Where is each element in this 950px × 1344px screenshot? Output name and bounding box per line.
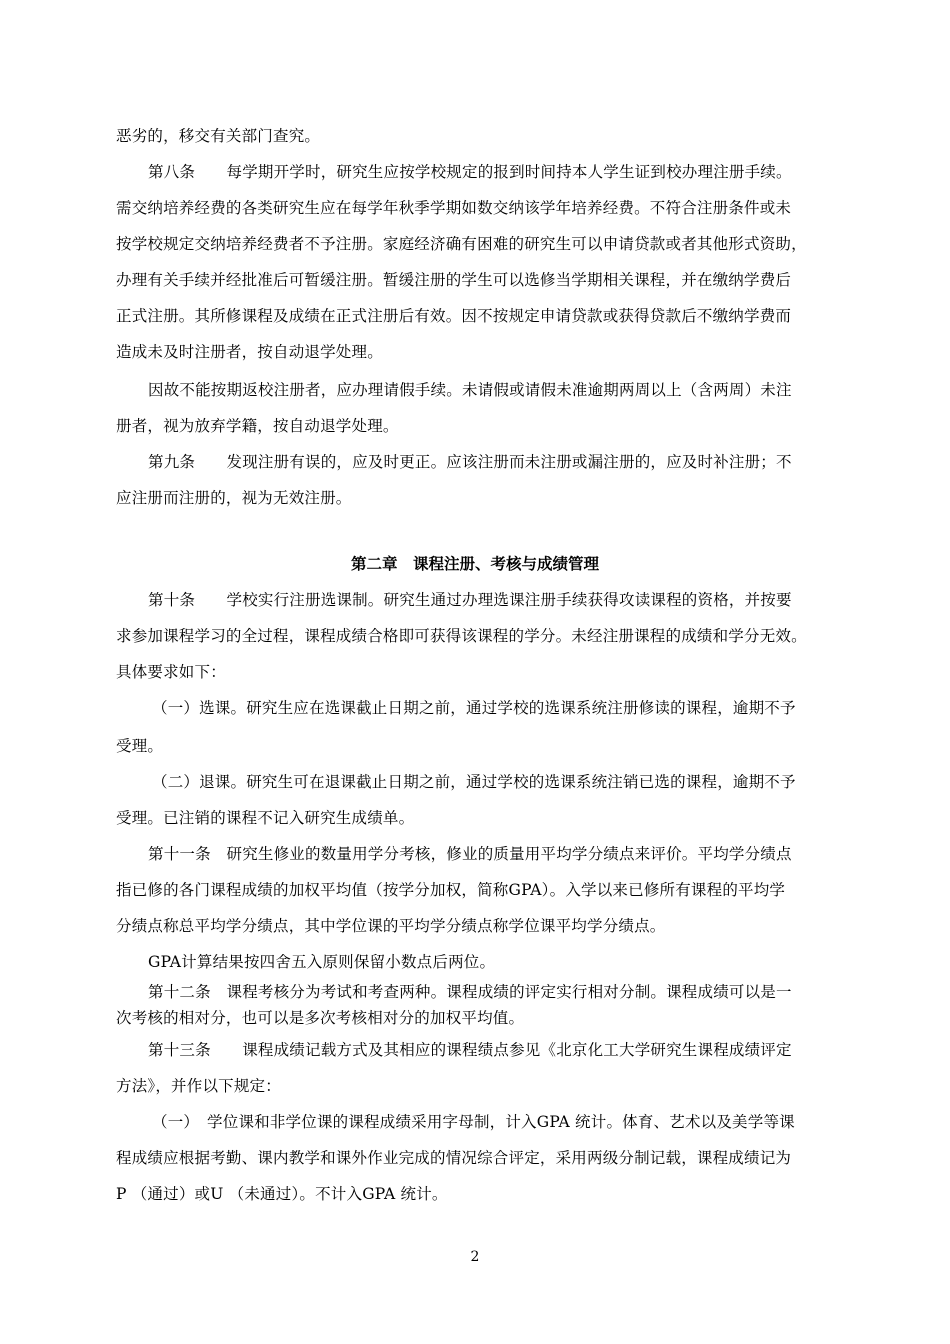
text-line: 指已修的各门课程成绩的加权平均值（按学分加权，简称GPA）。入学以来已修所有课程的平均学: [116, 881, 786, 899]
text-line: 次考核的相对分，也可以是多次考核相对分的加权平均值。: [116, 1009, 525, 1027]
text-line: 分绩点称总平均学分绩点，其中学位课的平均学分绩点称学位课平均学分绩点。: [116, 917, 666, 935]
article-12-line: 第十二条 课程考核分为考试和考查两种。课程成绩的评定实行相对分制。课程成绩可以是一: [148, 983, 792, 1001]
article-11-line: 第十一条 研究生修业的数量用学分考核，修业的质量用平均学分绩点来评价。平均学分绩点: [148, 845, 792, 863]
text-line: 求参加课程学习的全过程，课程成绩合格即可获得该课程的学分。未经注册课程的成绩和学分无效。: [116, 627, 807, 645]
text-line: 造成未及时注册者，按自动退学处理。: [116, 343, 383, 361]
text-line: 因故不能按期返校注册者，应办理请假手续。未请假或请假未准逾期两周以上（含两周）未注: [148, 381, 792, 399]
list-item: （一） 学位课和非学位课的课程成绩采用字母制，计入GPA 统计。体育、艺术以及美学等课: [152, 1113, 795, 1131]
text-line: 程成绩应根据考勤、课内教学和课外作业完成的情况综合评定，采用两级分制记载，课程成绩记为: [116, 1149, 792, 1167]
text-line: GPA计算结果按四舍五入原则保留小数点后两位。: [148, 953, 496, 971]
article-13-line: 第十三条 课程成绩记载方式及其相应的课程绩点参见《北京化工大学研究生课程成绩评定: [148, 1041, 792, 1059]
list-item: （二）退课。研究生可在退课截止日期之前，通过学校的选课系统注销已选的课程，逾期不予: [152, 773, 796, 791]
article-9-line: 第九条 发现注册有误的，应及时更正。应该注册而未注册或漏注册的，应及时补注册；不: [148, 453, 792, 471]
text-line: 具体要求如下：: [116, 663, 226, 681]
text-line: 按学校规定交纳培养经费者不予注册。家庭经济确有困难的研究生可以申请贷款或者其他形式资助，: [116, 235, 807, 253]
list-item: （一）选课。研究生应在选课截止日期之前，通过学校的选课系统注册修读的课程，逾期不予: [152, 699, 796, 717]
text-line: 办理有关手续并经批准后可暂缓注册。暂缓注册的学生可以选修当学期相关课程，并在缴纳学费后: [116, 271, 792, 289]
text-line: 受理。: [116, 737, 164, 755]
text-line: 应注册而注册的，视为无效注册。: [116, 489, 352, 507]
text-line: 恶劣的，移交有关部门查究。: [116, 127, 321, 145]
text-line: P （通过）或U （未通过）。不计入GPA 统计。: [116, 1185, 448, 1203]
page-number: 2: [470, 1249, 480, 1265]
article-8-line: 第八条 每学期开学时，研究生应按学校规定的报到时间持本人学生证到校办理注册手续。: [148, 163, 792, 181]
text-line: 受理。已注销的课程不记入研究生成绩单。: [116, 809, 415, 827]
chapter-heading: 第二章 课程注册、考核与成绩管理: [350, 554, 599, 573]
article-10-line: 第十条 学校实行注册选课制。研究生通过办理选课注册手续获得攻读课程的资格，并按要: [148, 591, 792, 609]
text-line: 册者，视为放弃学籍，按自动退学处理。: [116, 417, 399, 435]
text-line: 正式注册。其所修课程及成绩在正式注册后有效。因不按规定申请贷款或获得贷款后不缴纳学费而: [116, 307, 792, 325]
text-line: 需交纳培养经费的各类研究生应在每学年秋季学期如数交纳该学年培养经费。不符合注册条件或未: [116, 199, 792, 217]
text-line: 方法》，并作以下规定：: [116, 1077, 281, 1095]
